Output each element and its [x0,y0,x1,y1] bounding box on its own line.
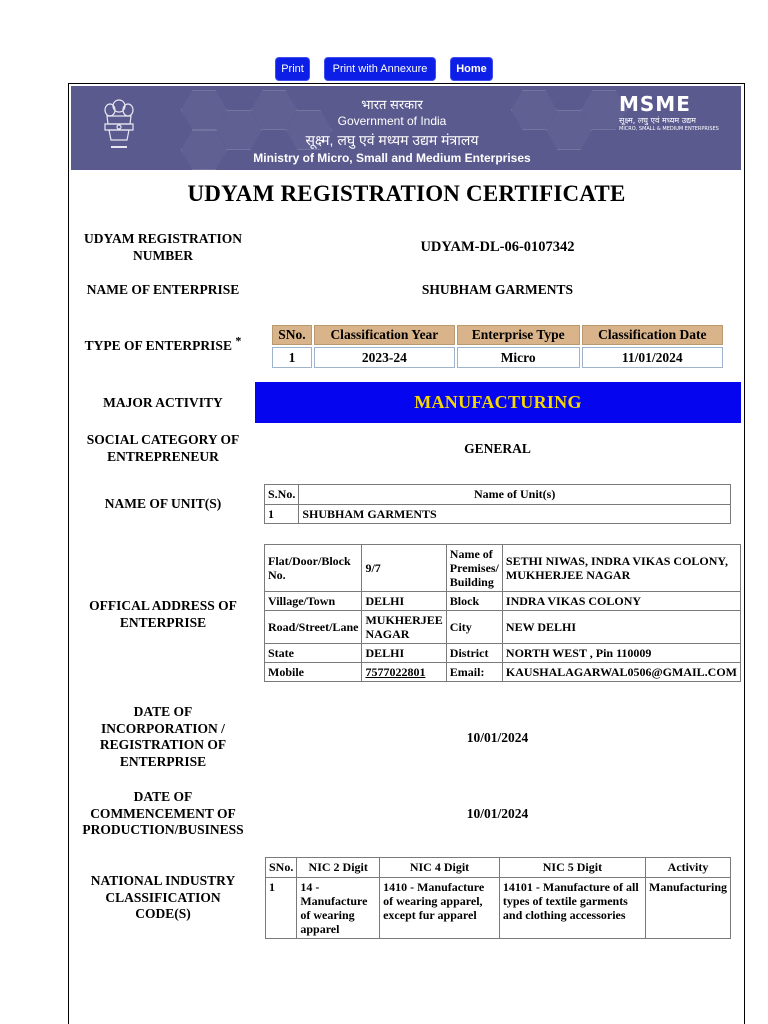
nic-table [265,857,731,939]
reg-number-label: UDYAM REGISTRATION NUMBER [84,231,242,263]
table-row: Flat/Door/Block No. 9/7 Name of Premises/ Building SETHI NIWAS, INDRA VIKAS COLONY, MUKHERJEE NAGAR [265,545,741,592]
social-category-label: SOCIAL CATEGORY OF ENTREPRENEUR [86,432,240,464]
commencement-date-value: 10/01/2024 [466,806,529,821]
social-category-value: GENERAL [464,441,531,456]
table-row: State DELHI District NORTH WEST , Pin 110009 [265,644,741,663]
print-with-annexure-button[interactable]: Print with Annexure [324,57,436,81]
nic-label: NATIONAL INDUSTRY CLASSIFICATION CODE(S) [90,873,236,921]
commencement-date-label: DATE OF COMMENCEMENT OF PRODUCTION/BUSINESS [82,789,244,837]
table-header: NIC 2 Digit [297,858,380,878]
hindi-ministry-text: सूक्ष्म, लघु एवं मध्यम उद्यम मंत्रालय [305,132,479,148]
english-govt-text: Government of India [337,114,447,128]
incorporation-date-value: 10/01/2024 [466,730,529,745]
table-header: Enterprise Type [457,325,580,345]
table-row: Mobile 7577022801 Email: KAUSHALAGARWAL0506@GMAIL.COM [265,663,741,682]
table-row: 1 14 - Manufacture of wearing apparel 1410 - Manufacture of wearing apparel, except fur apparel 14101 - Manufacture of all types of textile garments and clothing accessories Manufacturing [266,878,731,939]
table-header: SNo. [272,325,312,345]
table-header: NIC 4 Digit [380,858,500,878]
units-table [264,484,731,524]
table-header: S.No. [265,485,299,505]
table-row: 1 2023-24 Micro 11/01/2024 [272,347,723,368]
msme-logo: MSME सूक्ष्म, लघु एवं मध्यम उद्यम MICRO, SMALL & MEDIUM ENTERPRISES [619,92,719,132]
certificate-title: UDYAM REGISTRATION CERTIFICATE [187,181,626,206]
table-row: Village/Town DELHI Block INDRA VIKAS COLONY [265,592,741,611]
enterprise-type-table [270,323,725,370]
home-button[interactable]: Home [450,57,493,81]
english-ministry-text: Ministry of Micro, Small and Medium Enterprises [253,151,531,165]
major-activity-label: MAJOR ACTIVITY [103,395,223,410]
table-header: Classification Date [582,325,723,345]
table-header: SNo. [266,858,297,878]
table-row: 1 SHUBHAM GARMENTS [265,505,731,524]
action-bar [0,57,768,81]
address-table [264,544,741,682]
hindi-govt-text: भारत सरकार [361,97,423,112]
government-banner [71,86,741,170]
mobile-link[interactable]: 7577022801 [362,663,446,682]
table-header: Name of Unit(s) [299,485,731,505]
table-header: Classification Year [314,325,455,345]
enterprise-type-label: TYPE OF ENTERPRISE * [84,333,242,353]
print-button[interactable]: Print [275,57,310,81]
unit-names-label: NAME OF UNIT(S) [104,496,222,511]
address-label: OFFICAL ADDRESS OF ENTERPRISE [89,598,237,630]
table-header: NIC 5 Digit [499,858,645,878]
major-activity-value: MANUFACTURING [255,382,741,423]
incorporation-date-label: DATE OF INCORPORATION / REGISTRATION OF ENTERPRISE [99,704,227,769]
enterprise-name-label: NAME OF ENTERPRISE [86,282,240,297]
enterprise-name-value: SHUBHAM GARMENTS [421,282,574,297]
table-header: Activity [646,858,731,878]
email-value: KAUSHALAGARWAL0506@GMAIL.COM [502,663,740,682]
table-row: Road/Street/Lane MUKHERJEE NAGAR City NEW DELHI [265,611,741,644]
reg-number-value: UDYAM-DL-06-0107342 [420,239,575,255]
